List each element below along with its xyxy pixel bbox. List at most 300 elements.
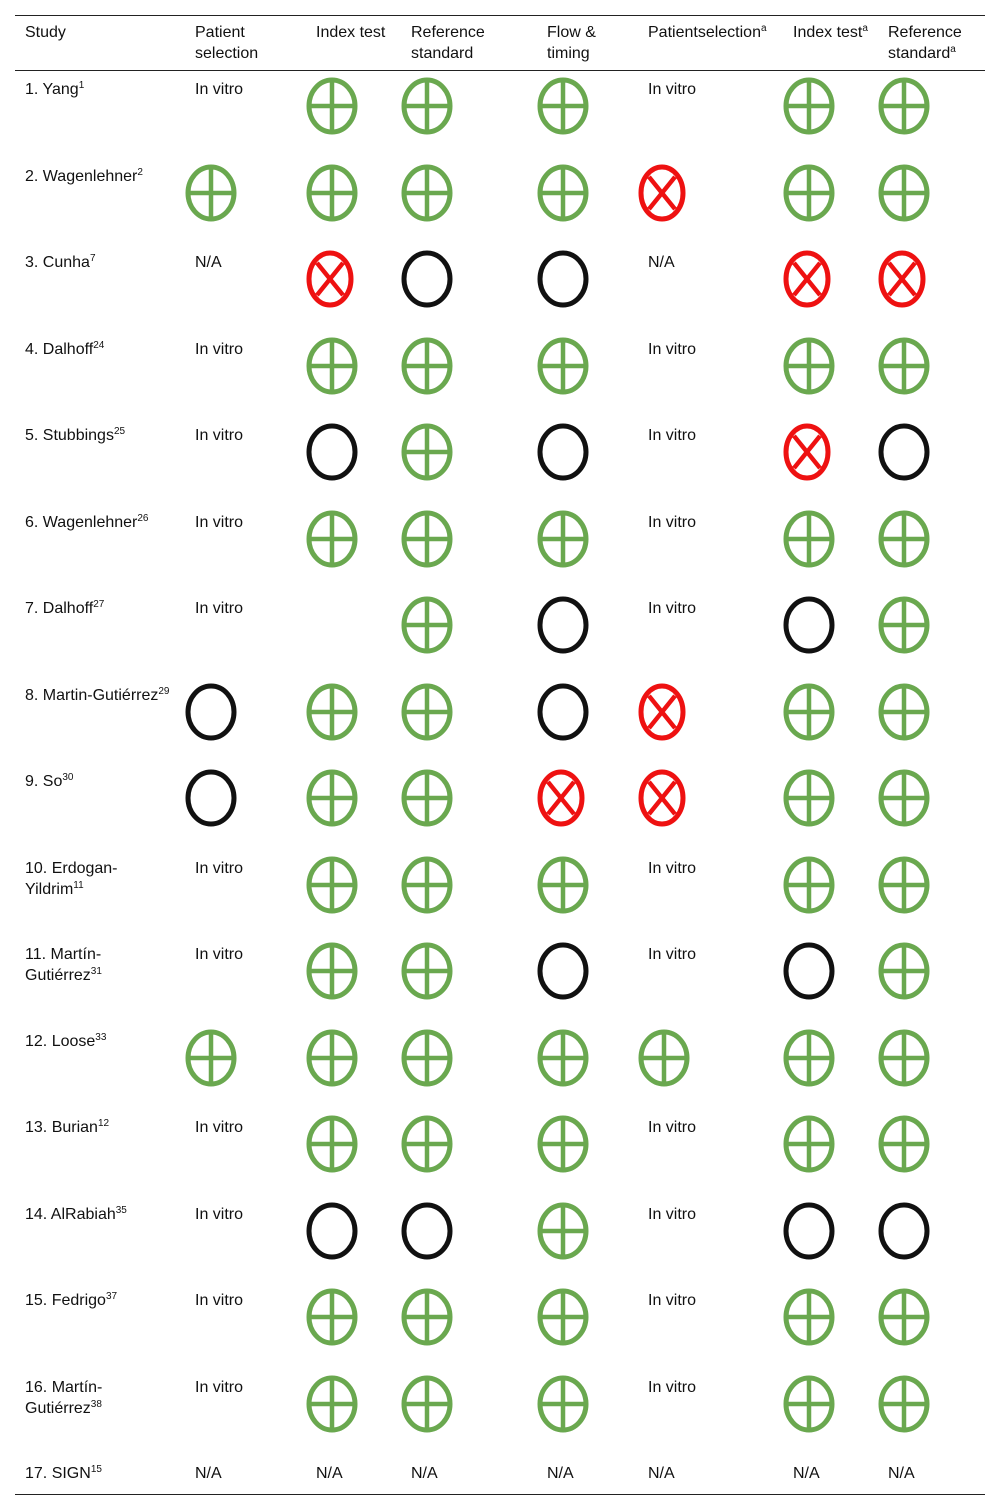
- risk-cell: [878, 763, 985, 850]
- green-circle-plus-icon: [878, 164, 930, 222]
- table-row: [15, 1023, 985, 1110]
- text-cell: [638, 1369, 783, 1456]
- study-cell: [15, 244, 185, 331]
- text-cell: [185, 331, 306, 418]
- table-row: [15, 504, 985, 591]
- risk-cell: [401, 1109, 537, 1196]
- risk-cell: [401, 677, 537, 764]
- study-name: 15. Fedrigo: [25, 1292, 106, 1309]
- green-circle-plus-icon: [878, 1288, 930, 1346]
- risk-cell: [878, 1109, 985, 1196]
- column-header-label: Reference standard: [411, 24, 485, 62]
- study-reference: 25: [113, 426, 126, 437]
- green-circle-plus-icon: [537, 856, 589, 914]
- risk-cell: [537, 677, 638, 764]
- study-name: 7. Dalhoff: [25, 600, 94, 617]
- risk-cell: [185, 677, 306, 764]
- red-circle-x-icon: [878, 250, 926, 308]
- study-name: 9. So: [25, 773, 63, 790]
- risk-cell: [878, 158, 985, 245]
- study-cell: [15, 331, 185, 418]
- risk-cell: [401, 1023, 537, 1110]
- risk-cell: [306, 1369, 401, 1456]
- study-reference: 2: [137, 166, 143, 178]
- column-header-label: Index test: [793, 24, 863, 41]
- empty-cell: [306, 590, 401, 677]
- study-name: 12. Loose: [25, 1032, 96, 1050]
- text-cell: [638, 71, 783, 158]
- risk-cell: [878, 1196, 985, 1283]
- text-cell: [638, 1282, 783, 1369]
- green-circle-plus-icon: [401, 769, 453, 827]
- black-open-circle-icon: [783, 1202, 835, 1260]
- study-name: 5. Stubbings: [25, 427, 114, 444]
- study-reference: 24: [93, 339, 105, 351]
- study-cell: [15, 1369, 185, 1456]
- cell-text: In vitro: [648, 513, 697, 531]
- cell-text: N/A: [195, 1465, 222, 1482]
- risk-cell: [537, 71, 638, 158]
- risk-cell: [878, 71, 985, 158]
- green-circle-plus-icon: [401, 1288, 453, 1346]
- study-name: 1. Yang: [25, 81, 79, 98]
- green-circle-plus-icon: [401, 510, 453, 568]
- risk-cell: [185, 763, 306, 850]
- cell-text: In vitro: [195, 600, 244, 617]
- cell-text: In vitro: [648, 1378, 697, 1396]
- cell-text: In vitro: [648, 1292, 697, 1309]
- risk-cell: [783, 71, 878, 158]
- risk-cell: [878, 331, 985, 418]
- green-circle-plus-icon: [537, 1375, 589, 1433]
- green-circle-plus-icon: [306, 510, 358, 568]
- green-circle-plus-icon: [878, 337, 930, 395]
- study-name: 17. SIGN: [25, 1465, 91, 1482]
- study-reference: 26: [137, 512, 149, 524]
- study-reference: 1: [78, 80, 85, 91]
- risk-cell: [783, 677, 878, 764]
- study-name: 14. AlRabiah: [25, 1205, 116, 1223]
- risk-cell: [783, 331, 878, 418]
- cell-text: In vitro: [648, 1205, 697, 1223]
- study-reference: 15: [90, 1464, 102, 1475]
- risk-cell: [306, 417, 401, 504]
- risk-cell: [306, 158, 401, 245]
- green-circle-plus-icon: [306, 1029, 358, 1087]
- column-header-footnote-mark: a: [950, 44, 956, 55]
- green-circle-plus-icon: [306, 164, 358, 222]
- cell-text: N/A: [547, 1465, 574, 1482]
- black-open-circle-icon: [537, 596, 589, 654]
- study-cell: [15, 763, 185, 850]
- study-cell: [15, 1455, 185, 1495]
- cell-text: In vitro: [195, 1119, 244, 1136]
- risk-cell: [878, 936, 985, 1023]
- study-cell: [15, 71, 185, 158]
- column-header-label: Patient selection: [195, 24, 259, 62]
- cell-text: In vitro: [648, 81, 697, 98]
- cell-text: In vitro: [648, 1119, 697, 1136]
- red-circle-x-icon: [783, 423, 831, 481]
- study-reference: 38: [90, 1398, 102, 1410]
- green-circle-plus-icon: [783, 1375, 835, 1433]
- green-circle-plus-icon: [783, 164, 835, 222]
- green-circle-plus-icon: [878, 77, 930, 135]
- study-name: 10. Erdogan-Yildrim: [25, 859, 118, 898]
- risk-cell: [537, 590, 638, 677]
- red-circle-x-icon: [638, 164, 686, 222]
- study-reference: 7: [89, 253, 96, 264]
- table-row: [15, 763, 985, 850]
- column-header: [638, 16, 783, 71]
- black-open-circle-icon: [783, 942, 835, 1000]
- red-circle-x-icon: [783, 250, 831, 308]
- risk-cell: [783, 1369, 878, 1456]
- risk-cell: [306, 763, 401, 850]
- risk-cell: [401, 158, 537, 245]
- risk-cell: [783, 1282, 878, 1369]
- text-cell: [185, 936, 306, 1023]
- black-open-circle-icon: [537, 942, 589, 1000]
- study-name: 13. Burian: [25, 1119, 98, 1136]
- column-header: [878, 16, 985, 71]
- text-cell: [185, 504, 306, 591]
- text-cell: [185, 417, 306, 504]
- black-open-circle-icon: [306, 423, 358, 481]
- table-row: [15, 1282, 985, 1369]
- risk-cell: [638, 1023, 783, 1110]
- study-name: 16. Martín-Gutiérrez: [25, 1378, 103, 1417]
- study-name: 3. Cunha: [25, 254, 90, 271]
- green-circle-plus-icon: [401, 596, 453, 654]
- risk-cell: [401, 331, 537, 418]
- column-header-label: Index test: [316, 24, 386, 41]
- column-header: [783, 16, 878, 71]
- risk-cell: [878, 677, 985, 764]
- risk-cell: [537, 417, 638, 504]
- text-cell: [638, 936, 783, 1023]
- black-open-circle-icon: [401, 250, 453, 308]
- table-row: [15, 936, 985, 1023]
- risk-cell: [537, 331, 638, 418]
- green-circle-plus-icon: [537, 77, 589, 135]
- study-reference: 37: [105, 1291, 118, 1302]
- text-cell: [638, 850, 783, 937]
- green-circle-plus-icon: [878, 596, 930, 654]
- cell-text: In vitro: [195, 1378, 244, 1396]
- study-name: 2. Wagenlehner: [25, 167, 138, 185]
- text-cell: [185, 71, 306, 158]
- green-circle-plus-icon: [783, 1029, 835, 1087]
- text-cell: [185, 850, 306, 937]
- cell-text: In vitro: [195, 859, 244, 877]
- risk-cell: [306, 1023, 401, 1110]
- risk-cell: [306, 850, 401, 937]
- cell-text: In vitro: [648, 946, 697, 963]
- green-circle-plus-icon: [537, 1115, 589, 1173]
- text-cell: [638, 331, 783, 418]
- risk-cell: [783, 850, 878, 937]
- study-name: 4. Dalhoff: [25, 340, 94, 358]
- green-circle-plus-icon: [306, 856, 358, 914]
- green-circle-plus-icon: [306, 1115, 358, 1173]
- column-header-footnote-mark: a: [760, 23, 767, 34]
- green-circle-plus-icon: [401, 164, 453, 222]
- risk-cell: [401, 244, 537, 331]
- risk-cell: [185, 158, 306, 245]
- quality-assessment-table: [15, 15, 985, 1495]
- green-circle-plus-icon: [878, 683, 930, 741]
- text-cell: [185, 590, 306, 677]
- green-circle-plus-icon: [401, 856, 453, 914]
- risk-cell: [401, 1369, 537, 1456]
- risk-cell: [537, 504, 638, 591]
- cell-text: In vitro: [195, 81, 244, 98]
- risk-cell: [537, 244, 638, 331]
- risk-cell: [878, 504, 985, 591]
- risk-cell: [401, 763, 537, 850]
- table-row: [15, 1109, 985, 1196]
- risk-cell: [638, 158, 783, 245]
- risk-cell: [537, 1282, 638, 1369]
- table-row: [15, 677, 985, 764]
- risk-cell: [878, 590, 985, 677]
- table-row: [15, 158, 985, 245]
- column-header-label: Study: [25, 24, 66, 41]
- table-row: [15, 244, 985, 331]
- cell-text: N/A: [411, 1465, 438, 1482]
- black-open-circle-icon: [537, 250, 589, 308]
- table-row: [15, 1369, 985, 1456]
- table-row: [15, 331, 985, 418]
- column-header: [306, 16, 401, 71]
- risk-cell: [537, 936, 638, 1023]
- risk-cell: [401, 590, 537, 677]
- text-cell: [783, 1455, 878, 1495]
- green-circle-plus-icon: [783, 856, 835, 914]
- cell-text: In vitro: [195, 1292, 244, 1309]
- risk-cell: [537, 1369, 638, 1456]
- risk-cell: [537, 1109, 638, 1196]
- study-reference: 35: [115, 1204, 127, 1216]
- risk-cell: [783, 244, 878, 331]
- green-circle-plus-icon: [306, 942, 358, 1000]
- red-circle-x-icon: [306, 250, 354, 308]
- risk-cell: [401, 1282, 537, 1369]
- study-reference: 33: [95, 1031, 107, 1043]
- black-open-circle-icon: [537, 683, 589, 741]
- green-circle-plus-icon: [185, 1029, 237, 1087]
- risk-cell: [783, 763, 878, 850]
- green-circle-plus-icon: [401, 1375, 453, 1433]
- text-cell: [537, 1455, 638, 1495]
- green-circle-plus-icon: [783, 683, 835, 741]
- green-circle-plus-icon: [878, 1029, 930, 1087]
- cell-text: N/A: [195, 254, 222, 271]
- study-cell: [15, 850, 185, 937]
- table-row: [15, 71, 985, 158]
- column-header-label: Patientselection: [648, 24, 761, 41]
- red-circle-x-icon: [537, 769, 585, 827]
- cell-text: N/A: [793, 1465, 820, 1482]
- green-circle-plus-icon: [306, 337, 358, 395]
- risk-cell: [537, 1196, 638, 1283]
- study-cell: [15, 158, 185, 245]
- study-reference: 12: [97, 1118, 110, 1129]
- study-cell: [15, 936, 185, 1023]
- column-header: [15, 16, 185, 71]
- green-circle-plus-icon: [306, 1288, 358, 1346]
- risk-cell: [878, 417, 985, 504]
- study-reference: 29: [158, 685, 170, 697]
- table-row: [15, 417, 985, 504]
- cell-text: In vitro: [648, 600, 697, 617]
- risk-cell: [306, 71, 401, 158]
- black-open-circle-icon: [783, 596, 835, 654]
- risk-cell: [185, 1023, 306, 1110]
- green-circle-plus-icon: [306, 77, 358, 135]
- black-open-circle-icon: [185, 769, 237, 827]
- risk-cell: [638, 677, 783, 764]
- black-open-circle-icon: [878, 1202, 930, 1260]
- cell-text: N/A: [648, 1465, 675, 1482]
- risk-cell: [306, 1109, 401, 1196]
- green-circle-plus-icon: [878, 1115, 930, 1173]
- risk-cell: [783, 1023, 878, 1110]
- risk-cell: [306, 677, 401, 764]
- table-row: [15, 1196, 985, 1283]
- green-circle-plus-icon: [783, 510, 835, 568]
- green-circle-plus-icon: [638, 1029, 690, 1087]
- risk-cell: [537, 158, 638, 245]
- green-circle-plus-icon: [537, 510, 589, 568]
- risk-cell: [537, 763, 638, 850]
- study-reference: 30: [62, 772, 74, 783]
- black-open-circle-icon: [306, 1202, 358, 1260]
- study-name: 6. Wagenlehner: [25, 513, 138, 531]
- risk-cell: [537, 1023, 638, 1110]
- text-cell: [185, 244, 306, 331]
- study-cell: [15, 677, 185, 764]
- cell-text: N/A: [648, 254, 675, 271]
- text-cell: [185, 1369, 306, 1456]
- risk-cell: [783, 936, 878, 1023]
- risk-cell: [401, 1196, 537, 1283]
- study-reference: 27: [93, 599, 105, 610]
- green-circle-plus-icon: [401, 1029, 453, 1087]
- risk-cell: [878, 850, 985, 937]
- black-open-circle-icon: [878, 423, 930, 481]
- study-reference: 11: [73, 879, 84, 891]
- cell-text: In vitro: [195, 1205, 244, 1223]
- green-circle-plus-icon: [306, 683, 358, 741]
- risk-cell: [878, 1369, 985, 1456]
- risk-cell: [306, 504, 401, 591]
- black-open-circle-icon: [185, 683, 237, 741]
- study-cell: [15, 504, 185, 591]
- green-circle-plus-icon: [401, 683, 453, 741]
- green-circle-plus-icon: [537, 1029, 589, 1087]
- green-circle-plus-icon: [537, 164, 589, 222]
- green-circle-plus-icon: [878, 1375, 930, 1433]
- risk-cell: [878, 244, 985, 331]
- cell-text: N/A: [316, 1465, 343, 1482]
- green-circle-plus-icon: [783, 1115, 835, 1173]
- green-circle-plus-icon: [878, 769, 930, 827]
- study-cell: [15, 1023, 185, 1110]
- text-cell: [638, 1196, 783, 1283]
- risk-cell: [401, 850, 537, 937]
- green-circle-plus-icon: [783, 337, 835, 395]
- text-cell: [185, 1282, 306, 1369]
- column-header-footnote-mark: a: [862, 23, 868, 34]
- green-circle-plus-icon: [783, 769, 835, 827]
- risk-cell: [537, 850, 638, 937]
- cell-text: In vitro: [195, 946, 244, 963]
- risk-cell: [783, 158, 878, 245]
- study-cell: [15, 1196, 185, 1283]
- green-circle-plus-icon: [537, 1288, 589, 1346]
- green-circle-plus-icon: [401, 423, 453, 481]
- study-name: 8. Martin-Gutiérrez: [25, 686, 159, 704]
- cell-text: In vitro: [195, 513, 244, 531]
- study-cell: [15, 1282, 185, 1369]
- green-circle-plus-icon: [878, 942, 930, 1000]
- risk-cell: [783, 504, 878, 591]
- risk-cell: [878, 1282, 985, 1369]
- black-open-circle-icon: [537, 423, 589, 481]
- study-cell: [15, 590, 185, 677]
- green-circle-plus-icon: [537, 1202, 589, 1260]
- risk-cell: [783, 417, 878, 504]
- text-cell: [306, 1455, 401, 1495]
- text-cell: [878, 1455, 985, 1495]
- cell-text: In vitro: [648, 340, 697, 358]
- red-circle-x-icon: [638, 769, 686, 827]
- green-circle-plus-icon: [185, 164, 237, 222]
- study-cell: [15, 417, 185, 504]
- table-body: [15, 71, 985, 1495]
- column-header: [185, 16, 306, 71]
- table-row: [15, 590, 985, 677]
- cell-text: In vitro: [648, 859, 697, 877]
- cell-text: In vitro: [195, 340, 244, 358]
- risk-cell: [638, 763, 783, 850]
- green-circle-plus-icon: [401, 337, 453, 395]
- risk-cell: [306, 936, 401, 1023]
- green-circle-plus-icon: [306, 1375, 358, 1433]
- green-circle-plus-icon: [878, 856, 930, 914]
- text-cell: [185, 1455, 306, 1495]
- text-cell: [638, 1109, 783, 1196]
- risk-cell: [401, 936, 537, 1023]
- risk-cell: [306, 1196, 401, 1283]
- green-circle-plus-icon: [783, 1288, 835, 1346]
- cell-text: In vitro: [195, 427, 244, 444]
- risk-cell: [783, 590, 878, 677]
- black-open-circle-icon: [401, 1202, 453, 1260]
- green-circle-plus-icon: [306, 769, 358, 827]
- green-circle-plus-icon: [401, 942, 453, 1000]
- green-circle-plus-icon: [401, 77, 453, 135]
- text-cell: [638, 417, 783, 504]
- cell-text: In vitro: [648, 427, 697, 444]
- text-cell: [638, 1455, 783, 1495]
- study-reference: 31: [90, 966, 102, 977]
- risk-cell: [306, 1282, 401, 1369]
- table-row: [15, 850, 985, 937]
- study-name: 11. Martín-Gutiérrez: [25, 946, 102, 984]
